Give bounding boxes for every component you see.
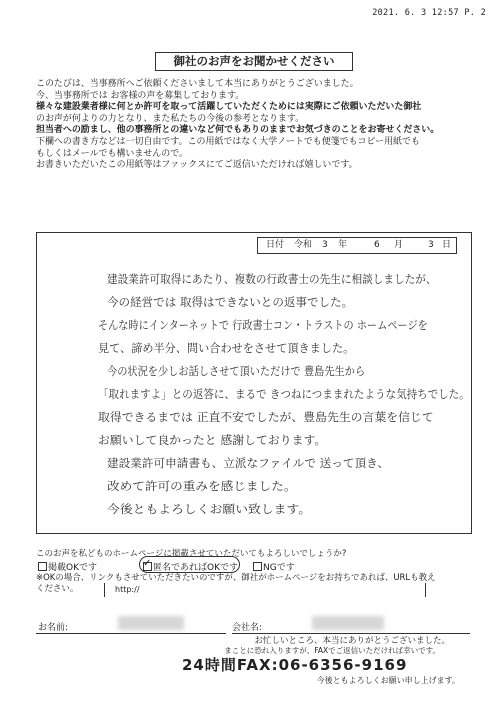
date-month-unit: 月	[394, 240, 404, 250]
name-label: お名前:	[38, 623, 69, 633]
date-month: 6	[374, 240, 380, 250]
option-label: 匿名であればOKです	[153, 563, 238, 573]
intro-line: お書きいただいたこの用紙等はファックスにてご返信いただければ嬉しいです。	[36, 160, 358, 171]
checkbox-icon[interactable]	[38, 562, 47, 571]
ok-note-line: ※OKの場合、リンクもさせていただきたいのですが、御社がホームページをお持ちであれば、URLも教え	[36, 573, 436, 583]
handwritten-line: お願いして良かったと 感謝しております。	[98, 433, 327, 447]
date-label: 日付	[266, 240, 285, 250]
handwritten-line: 今後ともよろしくお願い致します。	[107, 502, 312, 516]
fax-number: 24時間FAX:06-6356-9169	[182, 656, 408, 674]
option-label: NGです	[263, 563, 295, 573]
footer-thanks: お忙しいところ、本当にありがとうございました。	[254, 636, 450, 646]
url-value: http://	[115, 585, 140, 594]
intro-line: もしくはメールでも構いませんので。	[36, 148, 188, 159]
name-underline	[36, 633, 226, 634]
intro-line: 担当者への励まし、他の事務所との違いなど何でもありのままでお気づきのことをお寄せください。	[36, 125, 440, 136]
intro-line: 下欄への書き方などは一切自由です。この用紙ではなく大学ノートでも便箋でもコピー用紙でも	[36, 136, 420, 147]
option-publish-ok[interactable]	[38, 560, 97, 573]
intro-line: 様々な建設業者様に何とか許可を取って活躍していただくためには実際にご依頼いただいた御社	[36, 102, 422, 113]
page-title: 御社のお声をお聞かせください	[155, 52, 353, 71]
redacted-name	[118, 616, 184, 630]
checkbox-icon[interactable]	[143, 562, 152, 571]
company-label: 会社名:	[232, 623, 263, 633]
footer-closing: 今後ともよろしくお願い申し上げます。	[316, 676, 460, 685]
intro-line: 今、当事務所では お客様の声を募集しております。	[36, 90, 245, 101]
option-ng[interactable]	[253, 560, 295, 573]
intro-line: このたびは、当事務所へご依頼くださいまして本当にありがとうございました。	[36, 79, 359, 89]
checkbox-icon[interactable]	[253, 562, 262, 571]
handwritten-line: 見て、諦め半分、問い合わせをさせて頂きました。	[98, 341, 355, 355]
footer-note: まことに恐れ入りますが、FAXでご返信いただければ幸いです。	[224, 646, 440, 655]
date-day: 3	[428, 240, 434, 250]
date-day-unit: 日	[442, 240, 452, 250]
option-label: 掲載OKです	[48, 563, 97, 573]
handwritten-line: 今の経営では 取得はできないとの返事でした。	[107, 295, 354, 309]
permission-question: このお声を私どものホームページに掲載させていただいてもよろしいでしょうか?	[36, 549, 347, 559]
handwritten-line: 「取れますよ」との返答に、まるで きつねにつままれたような気持ちでした。	[98, 387, 470, 401]
date-year: 3	[322, 240, 328, 250]
intro-line: のお声が何よりの力となり、また私たちの今後の参考となります。	[36, 113, 305, 124]
url-field[interactable]	[104, 583, 426, 597]
date-year-unit: 年	[338, 240, 348, 250]
handwritten-line: 建設業許可取得にあたり、複数の行政書士の先生に相談しましたが、	[107, 272, 437, 286]
handwritten-line: 改めて許可の重みを感じました。	[107, 479, 297, 493]
handwritten-line: 取得できるまでは 正直不安でしたが、豊島先生の言葉を信じて	[98, 410, 434, 424]
handwritten-line: 建設業許可申請書も、立派なファイルで 送って頂き、	[107, 456, 389, 470]
redacted-company	[312, 616, 384, 630]
handwritten-line: そんな時にインターネットで 行政書士コン・トラストの ホームページを	[98, 318, 428, 332]
date-era: 令和	[294, 240, 313, 250]
ok-note-line: ください。	[36, 584, 79, 594]
fax-header: 2021. 6. 3 12:57 P. 2	[372, 8, 486, 18]
handwritten-line: 今の状況を少しお話しさせて頂いただけで 豊島先生から	[107, 364, 366, 378]
option-anonymous-ok[interactable]	[143, 560, 238, 573]
